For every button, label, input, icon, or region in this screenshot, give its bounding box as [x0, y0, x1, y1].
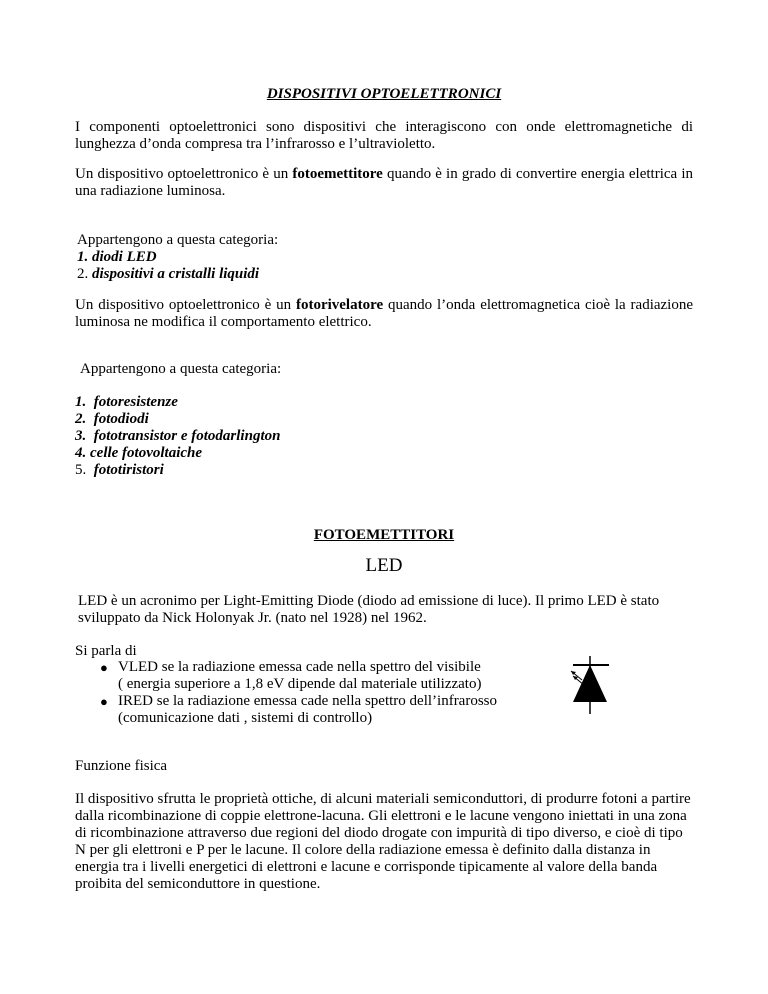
- list-item: 5. fototiristori: [75, 462, 164, 478]
- list-item: 3. fototransistor e fotodarlington: [75, 428, 281, 444]
- types-list: [98, 659, 568, 727]
- emitter-def-post: quando è in grado di convertire energia elettrica in una radiazione luminosa.: [75, 166, 693, 199]
- document-title: DISPOSITIVI OPTOELETTRONICI: [266, 86, 502, 102]
- list-item: ● VLED se la radiazione emessa cade nella spettro del visibile ( energia superiore a 1,8 eV dipende dal materiale utilizzato): [100, 659, 482, 692]
- emitter-category-heading: Appartengono a questa categoria:: [77, 232, 279, 248]
- detector-def-term: fotorivelatore: [295, 297, 384, 313]
- bullet-icon: ●: [100, 694, 108, 709]
- intro-paragraph: I componenti optoelettronici sono dispositivi che interagiscono con onde elettromagnetiche di lunghezza d’onda compresa tra l’infrarosso e l’ultravioletto.: [75, 119, 693, 152]
- detector-def-post: quando l’onda elettromagnetica cioè la radiazione luminosa ne modifica il comportamento elettrico.: [75, 297, 693, 330]
- bullet-icon: ●: [100, 660, 108, 675]
- list-item: 1. diodi LED: [77, 249, 157, 265]
- subsection-title: LED: [365, 555, 403, 576]
- led-diode-symbol-icon: [560, 654, 620, 716]
- section-title: FOTOEMETTITORI: [313, 527, 455, 543]
- emitter-category: [77, 232, 278, 283]
- detector-definition: [75, 297, 693, 331]
- detector-def-pre: Un dispositivo optoelettronico è un: [75, 297, 296, 313]
- function-paragraph: Il dispositivo sfrutta le proprietà ottiche, di alcuni materiali semiconduttori, di produrre fotoni a partire dalla ricombinazione di coppie elettrone-lacuna. Gli elettroni e le lacune vengono iniettati in una zona di ricombinazione attraverso due regioni del diodo drogate con impurità di tipo diverso, e cioè di tipo N per gli elettroni e P per le lacune. Il colore della radiazione emessa è definito dalla distanza in energia tra i livelli energetici di elettroni e lacune e corrisponde tipicamente al valore della banda proibita del semiconduttore in questione.: [75, 791, 691, 892]
- emitter-definition: [75, 166, 693, 200]
- emitter-def-term: fotoemettitore: [292, 166, 383, 182]
- led-intro-paragraph: LED è un acronimo per Light-Emitting Diode (diodo ad emissione di luce). Il primo LED è stato sviluppato da Nick Holonyak Jr. (nato nel 1928) nel 1962.: [78, 593, 660, 626]
- list-item: 2. dispositivi a cristalli liquidi: [77, 266, 260, 282]
- list-item: 2. fotodiodi: [75, 411, 149, 427]
- detector-list: [75, 394, 280, 479]
- function-heading: Funzione fisica: [75, 758, 168, 774]
- list-item: 1. fotoresistenze: [75, 394, 178, 410]
- emitter-list: [77, 249, 278, 283]
- emitter-def-pre: Un dispositivo optoelettronico è un: [75, 166, 293, 182]
- list-item: 4. celle fotovoltaiche: [75, 445, 203, 461]
- types-heading: Si parla di: [75, 643, 137, 659]
- detector-category-heading: Appartengono a questa categoria:: [80, 361, 282, 377]
- list-item: ● IRED se la radiazione emessa cade nella spettro dell’infrarosso (comunicazione dati , sistemi di controllo): [100, 693, 498, 726]
